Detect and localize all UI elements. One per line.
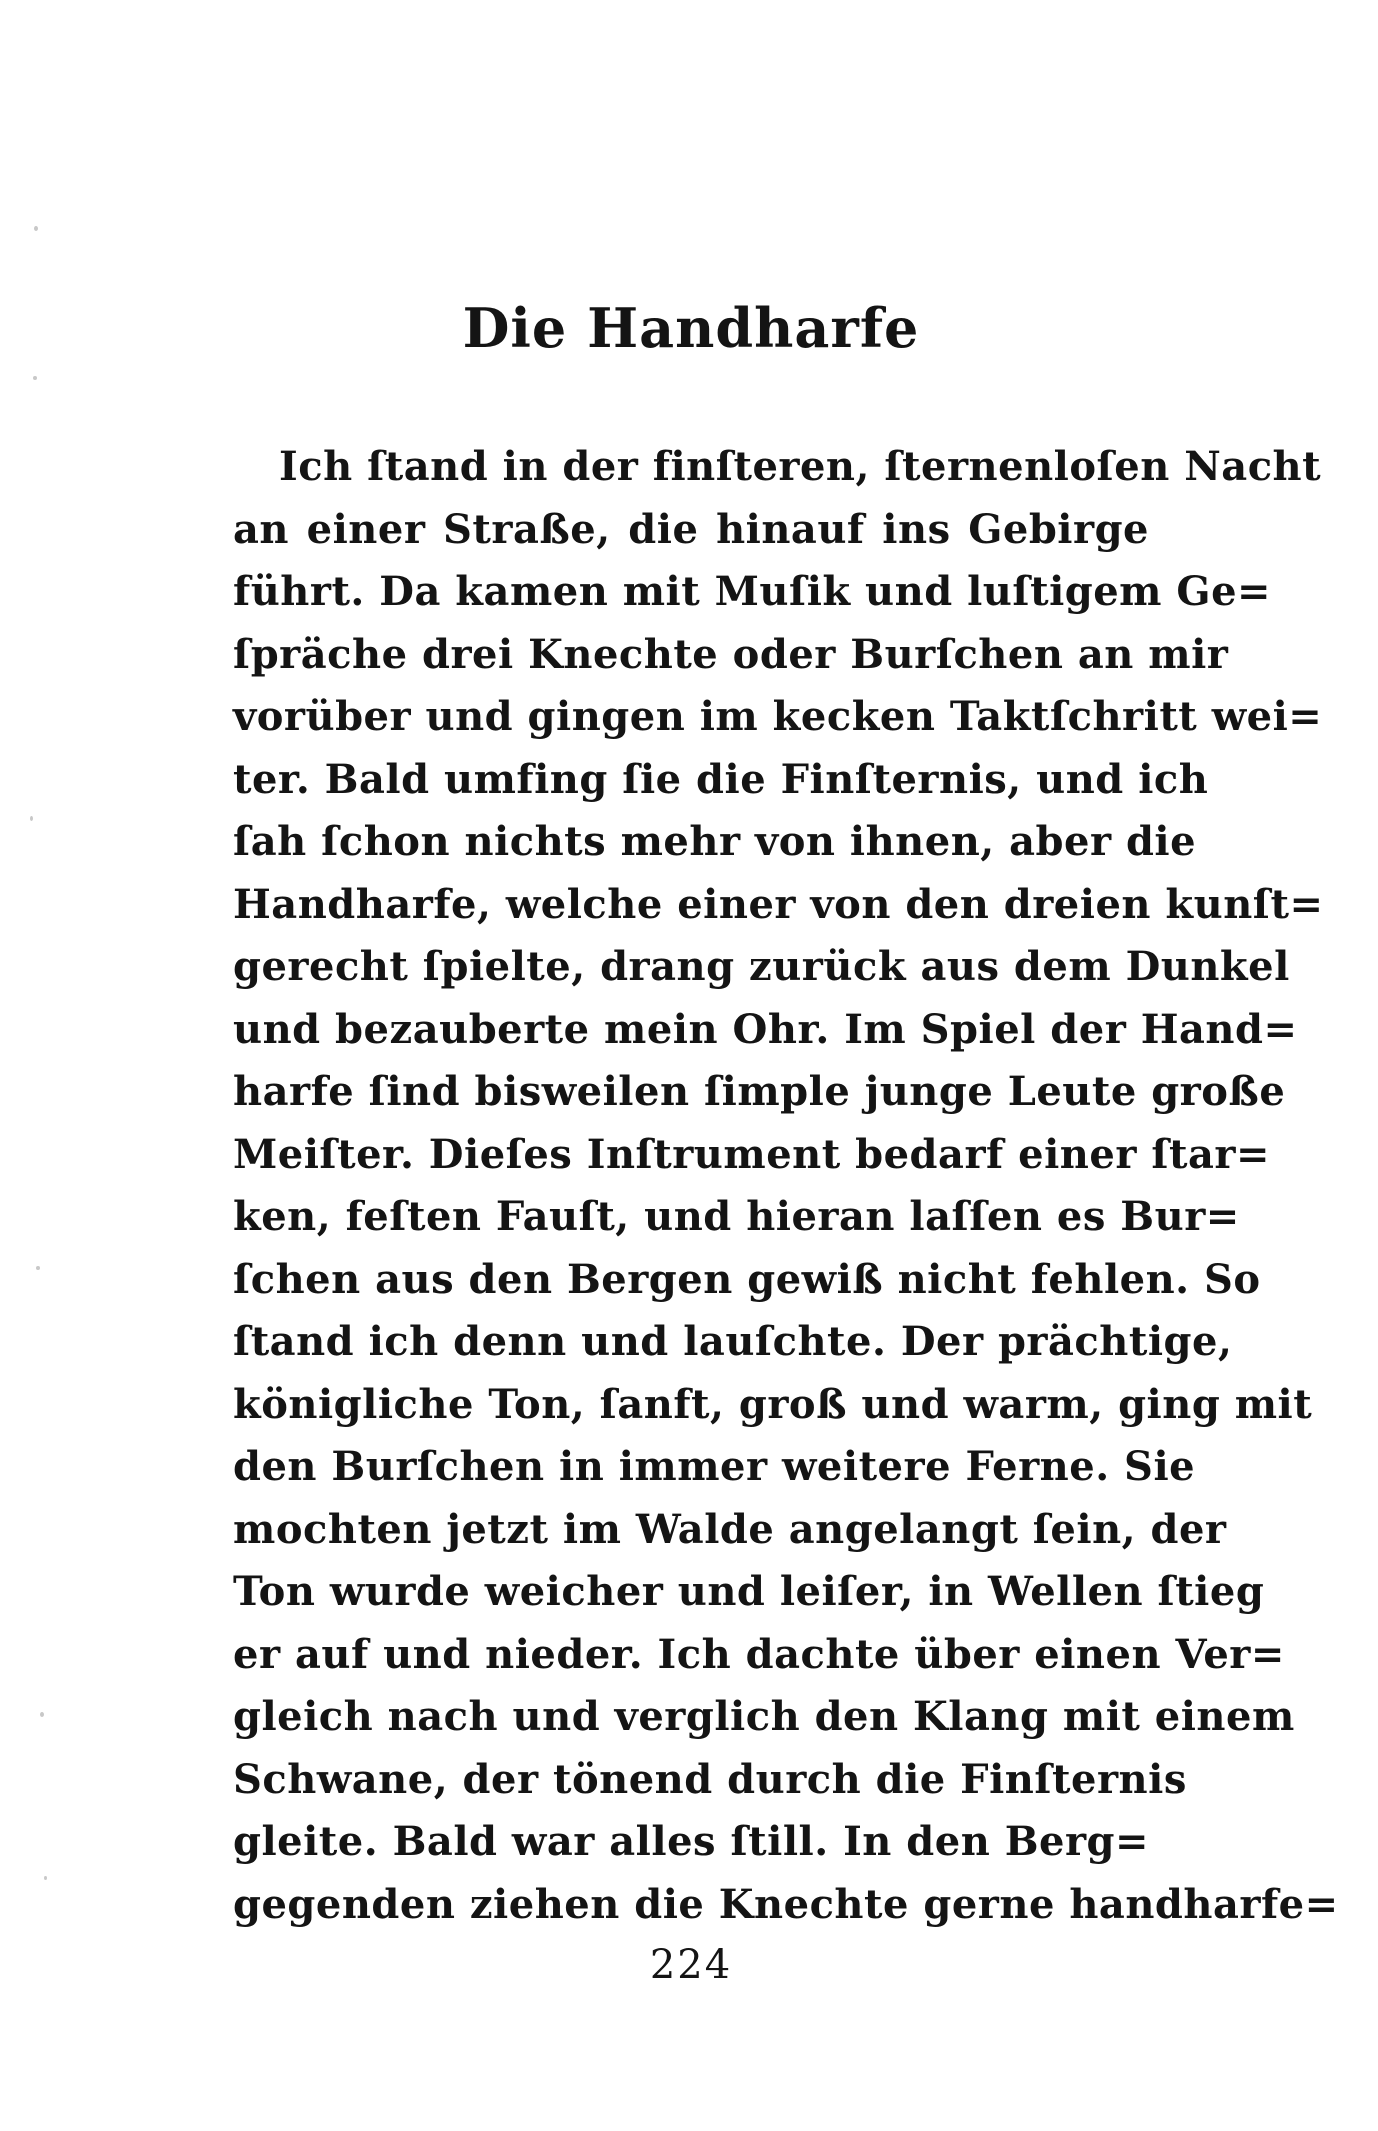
scan-speckle	[44, 1876, 47, 1880]
text-line: ſah ſchon nichts mehr von ihnen, aber die	[233, 818, 1197, 865]
text-line: ſtand ich denn und lauſchte. Der prächtige,	[233, 1318, 1233, 1365]
scan-speckle	[33, 376, 37, 380]
scan-speckle	[34, 226, 38, 231]
scan-speckle	[40, 1712, 44, 1717]
text-line: gegenden ziehen die Knechte gerne handharfe=	[233, 1880, 1339, 1928]
page-title: Die Handharfe	[462, 296, 920, 360]
text-line: und bezauberte mein Ohr. Im Spiel der Hand=	[233, 1005, 1298, 1053]
text-line: Handharfe, welche einer von den dreien kunſt=	[233, 880, 1324, 928]
text-line: den Burſchen in immer weitere Ferne. Sie	[233, 1443, 1196, 1490]
text-line: vorüber und gingen im kecken Taktſchritt wei=	[233, 693, 1323, 740]
text-line: königliche Ton, ſanft, groß und warm, ging mit	[233, 1380, 1313, 1428]
text-line: gleite. Bald war alles ſtill. In den Berg=	[233, 1818, 1150, 1865]
text-line: an einer Straße, die hinauf ins Gebirge	[233, 505, 1149, 553]
text-line: ken, feſten Fauſt, und hieran laſſen es Bur=	[233, 1193, 1240, 1240]
text-line: er auf und nieder. Ich dachte über einen Ver=	[233, 1630, 1285, 1678]
text-line: ter. Bald umfing ſie die Finſternis, und ich	[233, 755, 1209, 803]
text-line: ſpräche drei Knechte oder Burſchen an mir	[233, 630, 1229, 678]
text-line: mochten jetzt im Walde angelangt ſein, der	[233, 1505, 1227, 1553]
text-line: ſchen aus den Bergen gewiß nicht fehlen. So	[233, 1255, 1261, 1303]
text-line: Ton wurde weicher und leiſer, in Wellen ſtieg	[233, 1568, 1265, 1615]
text-line: harfe ſind bisweilen ſimple junge Leute große	[233, 1068, 1286, 1115]
page-number: 224	[649, 1942, 733, 1988]
text-line: führt. Da kamen mit Muſik und luſtigem Ge=	[233, 568, 1272, 615]
text-line: Meiſter. Dieſes Inſtrument bedarf einer ſtar=	[233, 1130, 1271, 1178]
scan-speckle	[30, 816, 33, 821]
text-line: Ich ſtand in der finſteren, ſternenloſen Nacht	[279, 443, 1322, 490]
text-line: gerecht ſpielte, drang zurück aus dem Dunkel	[233, 943, 1290, 990]
scan-speckle	[36, 1266, 40, 1270]
text-line: gleich nach und verglich den Klang mit einem	[233, 1693, 1295, 1740]
paragraph	[233, 436, 1339, 1936]
text-line: Schwane, der tönend durch die Finſternis	[233, 1755, 1187, 1803]
